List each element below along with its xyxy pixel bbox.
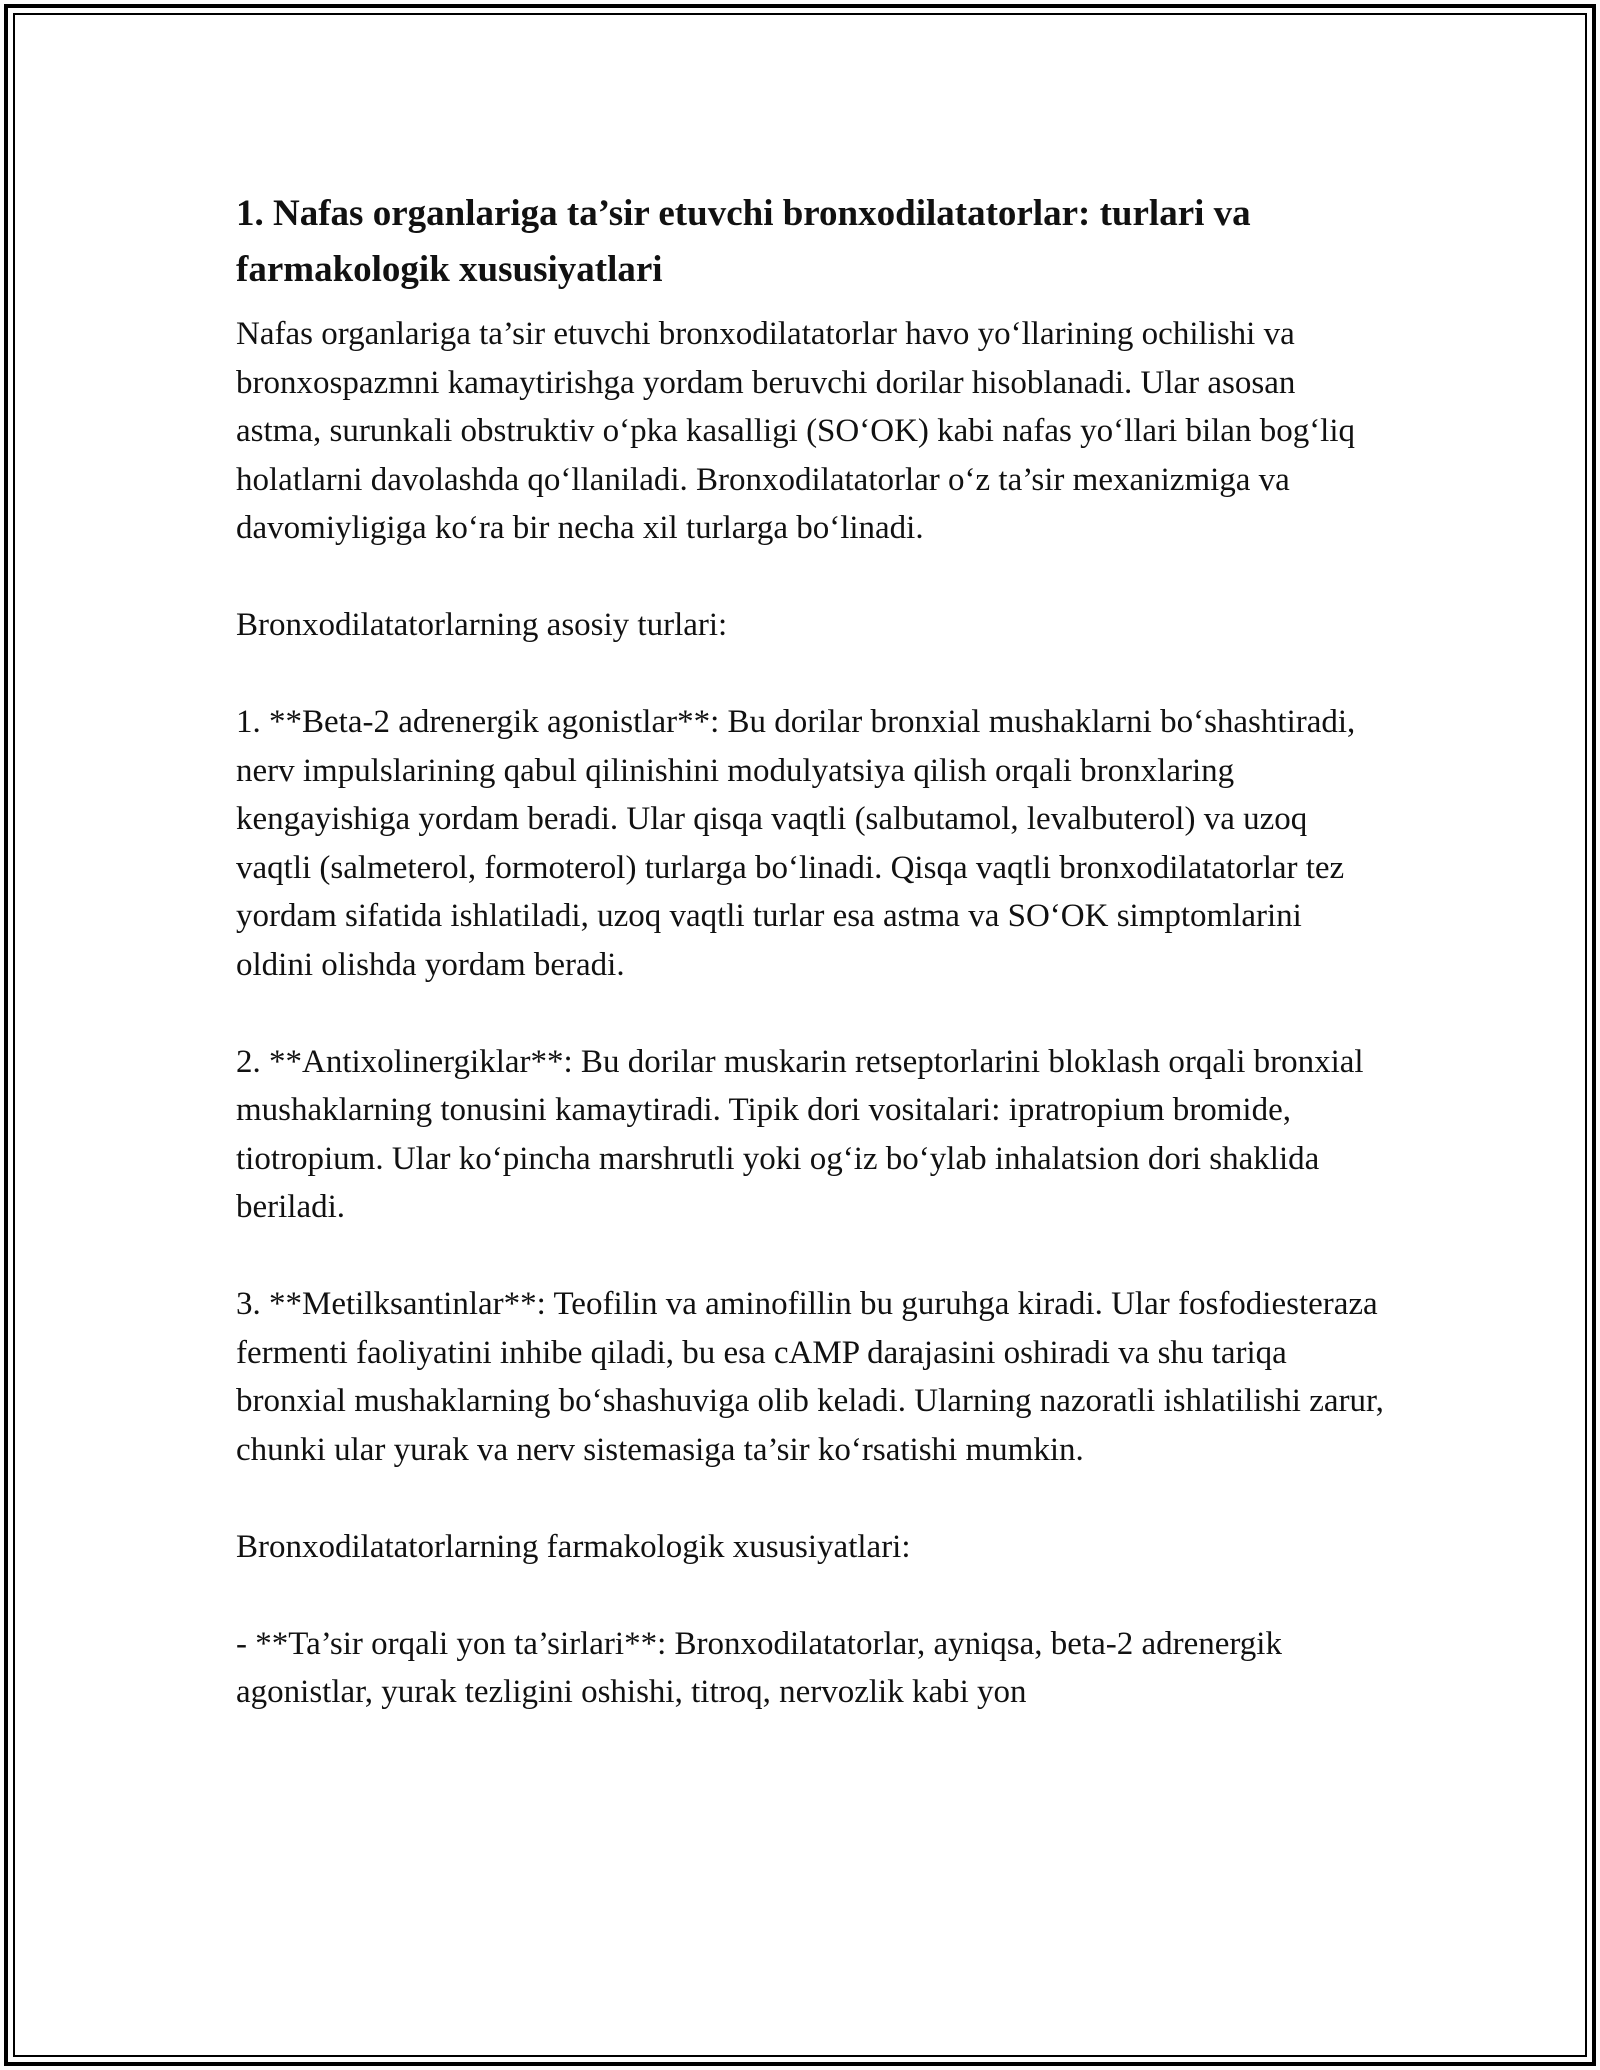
document-body [236,186,1386,1765]
list-item-anticholinergics: 2. **Antixolinergiklar**: Bu dorilar muskarin retseptorlarini bloklash orqali bronxial mushaklarning tonusini kamaytiradi. Tipik dori vositalari: ipratropium bromide, tiotropium. Ular ko‘pincha marshrutli yoki og‘iz bo‘ylab inhalatsion dori shaklida beriladi. [236,1043,1364,1225]
list-item-beta2-agonists: 1. **Beta-2 adrenergik agonistlar**: Bu dorilar bronxial mushaklarni bo‘shashtiradi, nerv impulslarining qabul qilinishini modulyatsiya qilish orqali bronxlaring kengayishiga yordam beradi. Ular qisqa vaqtli (salbutamol, levalbuterol) va uzoq vaqtli (salmeterol, formoterol) turlarga bo‘linadi. Qisqa vaqtli bronxodilatatorlar tez yordam sifatida ishlatiladi, uzoq vaqtli turlar esa astma va SO‘OK simptomlarini oldini olishda yordam beradi. [236,704,1356,983]
properties-subheading: Bronxodilatatorlarning farmakologik xususiyatlari: [236,1528,911,1565]
list-item-methylxanthines: 3. **Metilksantinlar**: Teofilin va aminofillin bu guruhga kiradi. Ular fosfodiesteraza fermenti faoliyatini inhibe qiladi, bu esa cAMP darajasini oshiradi va shu tariqa bronxial mushaklarning bo‘shashuviga olib keladi. Ularning nazoratli ishlatilishi zarur, chunki ular yurak va nerv sistemasiga ta’sir ko‘rsatishi mumkin. [236,1286,1384,1468]
types-subheading: Bronxodilatatorlarning asosiy turlari: [236,607,728,643]
section-heading: 1. Nafas organlariga ta’sir etuvchi bronxodilatatorlar: turlari va farmakologik xususiyatlari [236,193,1251,290]
intro-paragraph: Nafas organlariga ta’sir etuvchi bronxodilatatorlar havo yo‘llarining ochilishi va bronxospazmni kamaytirishga yordam beruvchi dorilar hisoblanadi. Ular asosan astma, surunkali obstruktiv o‘pka kasalligi (SO‘OK) kabi nafas yo‘llari bilan bog‘liq holatlarni davolashda qo‘llaniladi. Bronxodilatatorlar o‘z ta’sir mexanizmiga va davomiyligiga ko‘ra bir necha xil turlarga bo‘linadi. [236,316,1356,546]
list-item-side-effects: - **Ta’sir orqali yon ta’sirlari**: Bronxodilatatorlar, ayniqsa, beta-2 adrenergik agonistlar, yurak tezligini oshishi, titroq, nervozlik kabi yon [236,1625,1282,1710]
